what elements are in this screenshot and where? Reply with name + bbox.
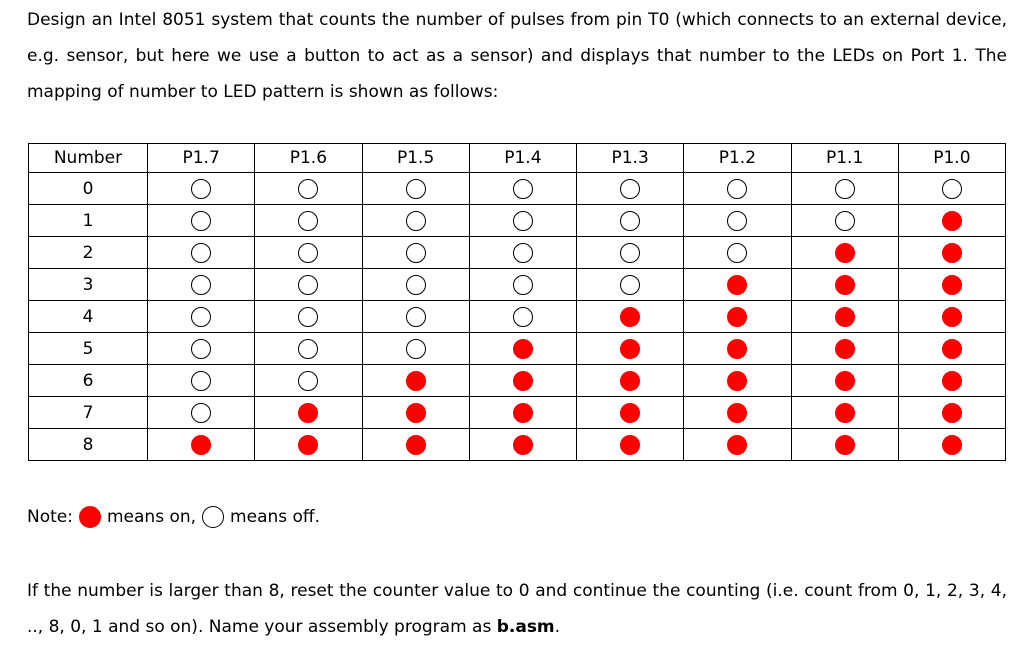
led-cell	[577, 269, 684, 301]
led-on-icon	[620, 307, 640, 327]
led-cell	[684, 397, 791, 429]
led-off-icon	[835, 179, 855, 199]
note-label: Note:	[27, 507, 73, 527]
led-cell	[255, 301, 362, 333]
led-on-icon	[835, 371, 855, 391]
led-cell	[362, 397, 469, 429]
led-off-icon	[191, 275, 211, 295]
led-cell	[148, 205, 255, 237]
led-cell	[898, 333, 1005, 365]
led-on-icon	[406, 403, 426, 423]
table-row	[29, 301, 1006, 333]
note-off-text: means off.	[230, 507, 321, 527]
led-on-icon	[942, 211, 962, 231]
led-off-icon	[513, 275, 533, 295]
led-cell	[684, 301, 791, 333]
led-off-icon	[620, 275, 640, 295]
led-off-icon	[191, 211, 211, 231]
led-cell	[684, 365, 791, 397]
led-off-icon	[191, 403, 211, 423]
led-on-icon	[513, 339, 533, 359]
led-off-icon	[298, 275, 318, 295]
led-on-icon	[727, 435, 747, 455]
led-off-icon	[620, 243, 640, 263]
column-header-p1-2: P1.2	[684, 144, 791, 173]
row-number: 6	[29, 365, 148, 397]
led-off-icon	[513, 179, 533, 199]
row-number: 3	[29, 269, 148, 301]
row-number: 0	[29, 173, 148, 205]
led-cell	[148, 301, 255, 333]
table-row	[29, 429, 1006, 461]
led-on-icon	[942, 403, 962, 423]
led-on-icon	[727, 371, 747, 391]
led-off-icon	[406, 275, 426, 295]
led-cell	[577, 173, 684, 205]
led-cell	[148, 173, 255, 205]
column-header-p1-6: P1.6	[255, 144, 362, 173]
led-on-icon	[513, 371, 533, 391]
led-on-icon	[835, 275, 855, 295]
led-cell	[791, 173, 898, 205]
led-cell	[362, 301, 469, 333]
led-off-icon	[620, 211, 640, 231]
led-cell	[898, 365, 1005, 397]
table-row	[29, 333, 1006, 365]
led-cell	[684, 269, 791, 301]
led-cell	[898, 269, 1005, 301]
led-cell	[898, 429, 1005, 461]
led-cell	[577, 365, 684, 397]
led-cell	[255, 333, 362, 365]
led-on-icon	[835, 403, 855, 423]
led-on-icon	[727, 339, 747, 359]
led-cell	[469, 333, 576, 365]
led-on-icon	[191, 435, 211, 455]
led-off-icon	[191, 339, 211, 359]
led-on-icon	[298, 403, 318, 423]
led-cell	[898, 205, 1005, 237]
led-off-icon	[191, 243, 211, 263]
led-cell	[469, 205, 576, 237]
led-mapping-table	[28, 143, 1006, 461]
column-header-p1-5: P1.5	[362, 144, 469, 173]
led-on-icon	[620, 371, 640, 391]
led-off-icon	[513, 243, 533, 263]
table-row	[29, 205, 1006, 237]
led-off-icon	[620, 179, 640, 199]
led-cell	[898, 397, 1005, 429]
led-on-icon	[942, 307, 962, 327]
led-cell	[898, 173, 1005, 205]
table-row	[29, 269, 1006, 301]
column-header-number: Number	[29, 144, 148, 173]
led-on-icon	[942, 275, 962, 295]
table-row	[29, 365, 1006, 397]
outro-paragraph	[27, 573, 1007, 645]
led-on-icon	[620, 339, 640, 359]
led-on-icon	[835, 307, 855, 327]
led-off-icon	[298, 307, 318, 327]
led-off-icon	[406, 339, 426, 359]
led-cell	[469, 173, 576, 205]
led-on-icon	[835, 339, 855, 359]
led-off-icon	[942, 179, 962, 199]
led-on-icon	[942, 339, 962, 359]
led-cell	[255, 237, 362, 269]
led-cell	[684, 205, 791, 237]
led-off-icon	[406, 179, 426, 199]
led-cell	[148, 397, 255, 429]
outro-text: If the number is larger than 8, reset the counter value to 0 and continue the counting (i.e. count from 0, 1, 2, 3, 4, .., 8, 0, 1 and so on). Name your assembly program as	[27, 581, 1007, 637]
intro-paragraph: Design an Intel 8051 system that counts the number of pulses from pin T0 (which connects to an external device, e.g. sensor, but here we use a button to act as a sensor) and displays that number to the LEDs on Port 1. The mapping of number to LED pattern is shown as follows:	[27, 10, 1007, 102]
led-off-icon	[513, 307, 533, 327]
led-cell	[469, 365, 576, 397]
led-cell	[791, 301, 898, 333]
led-cell	[469, 269, 576, 301]
led-off-icon	[298, 243, 318, 263]
led-cell	[577, 301, 684, 333]
row-number: 5	[29, 333, 148, 365]
led-off-icon	[298, 371, 318, 391]
led-cell	[148, 365, 255, 397]
table-header-row	[29, 144, 1006, 173]
led-cell	[791, 429, 898, 461]
led-on-icon	[513, 403, 533, 423]
led-off-icon	[835, 211, 855, 231]
led-off-icon	[727, 179, 747, 199]
led-cell	[791, 205, 898, 237]
table-row	[29, 397, 1006, 429]
led-off-icon	[298, 211, 318, 231]
led-on-icon	[513, 435, 533, 455]
led-cell	[791, 333, 898, 365]
led-cell	[898, 237, 1005, 269]
table-row	[29, 173, 1006, 205]
table-body	[29, 173, 1006, 461]
led-cell	[469, 429, 576, 461]
column-header-p1-0: P1.0	[898, 144, 1005, 173]
row-number: 1	[29, 205, 148, 237]
led-cell	[791, 365, 898, 397]
led-on-icon	[298, 435, 318, 455]
led-cell	[362, 205, 469, 237]
led-cell	[469, 397, 576, 429]
led-cell	[791, 397, 898, 429]
led-cell	[791, 269, 898, 301]
led-off-icon	[202, 506, 224, 528]
led-off-icon	[298, 179, 318, 199]
led-cell	[469, 237, 576, 269]
outro-period: .	[554, 617, 561, 637]
led-off-icon	[727, 211, 747, 231]
column-header-p1-1: P1.1	[791, 144, 898, 173]
led-cell	[791, 237, 898, 269]
led-cell	[898, 301, 1005, 333]
led-cell	[255, 365, 362, 397]
led-cell	[148, 269, 255, 301]
led-cell	[148, 237, 255, 269]
column-header-p1-4: P1.4	[469, 144, 576, 173]
led-on-icon	[406, 435, 426, 455]
row-number: 4	[29, 301, 148, 333]
led-cell	[577, 429, 684, 461]
table-row	[29, 237, 1006, 269]
led-cell	[577, 397, 684, 429]
led-cell	[469, 301, 576, 333]
led-cell	[148, 429, 255, 461]
led-on-icon	[727, 307, 747, 327]
column-header-p1-7: P1.7	[148, 144, 255, 173]
led-on-icon	[620, 435, 640, 455]
row-number: 8	[29, 429, 148, 461]
led-cell	[148, 333, 255, 365]
led-cell	[577, 205, 684, 237]
led-cell	[255, 205, 362, 237]
led-cell	[362, 237, 469, 269]
led-on-icon	[835, 243, 855, 263]
row-number: 2	[29, 237, 148, 269]
row-number: 7	[29, 397, 148, 429]
led-off-icon	[513, 211, 533, 231]
led-on-icon	[835, 435, 855, 455]
led-cell	[255, 397, 362, 429]
led-off-icon	[191, 179, 211, 199]
led-cell	[362, 365, 469, 397]
led-cell	[684, 333, 791, 365]
led-cell	[255, 429, 362, 461]
led-cell	[255, 269, 362, 301]
led-on-icon	[727, 403, 747, 423]
led-on-icon	[942, 435, 962, 455]
led-on-icon	[406, 371, 426, 391]
led-cell	[255, 173, 362, 205]
led-cell	[577, 237, 684, 269]
column-header-p1-3: P1.3	[577, 144, 684, 173]
led-cell	[362, 269, 469, 301]
note-on-text: means on,	[106, 507, 197, 527]
led-on-icon	[942, 243, 962, 263]
led-on-icon	[620, 403, 640, 423]
led-cell	[684, 237, 791, 269]
led-off-icon	[191, 371, 211, 391]
led-cell	[684, 429, 791, 461]
led-off-icon	[727, 243, 747, 263]
led-off-icon	[406, 211, 426, 231]
led-cell	[362, 333, 469, 365]
led-off-icon	[406, 307, 426, 327]
led-cell	[362, 429, 469, 461]
led-on-icon	[942, 371, 962, 391]
led-off-icon	[191, 307, 211, 327]
led-cell	[362, 173, 469, 205]
led-cell	[684, 173, 791, 205]
led-on-icon	[79, 506, 101, 528]
program-filename: b.asm	[496, 617, 555, 637]
led-off-icon	[406, 243, 426, 263]
legend-note	[27, 503, 320, 531]
led-cell	[577, 333, 684, 365]
led-on-icon	[727, 275, 747, 295]
led-off-icon	[298, 339, 318, 359]
